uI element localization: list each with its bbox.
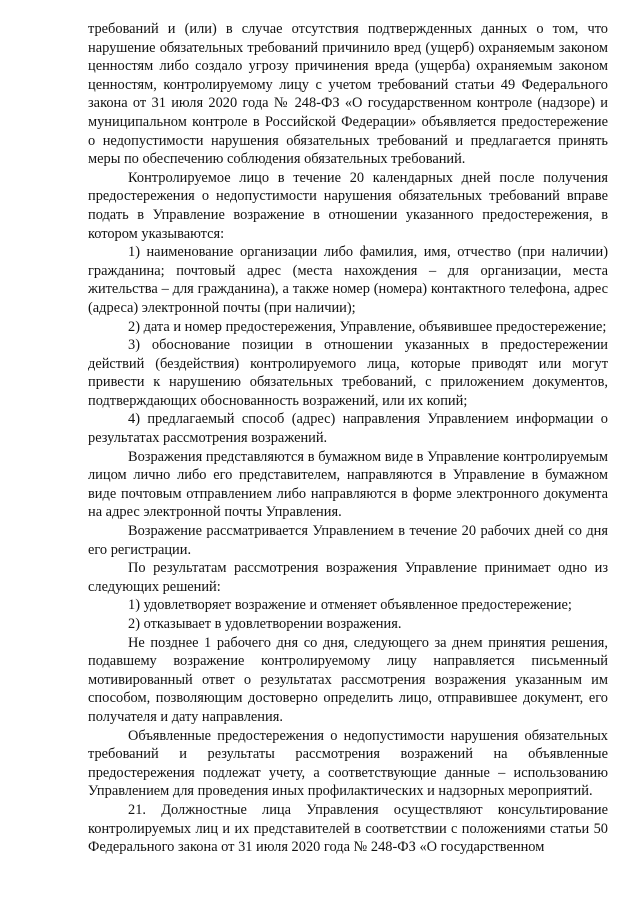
list-item-1-name: 1) наименование организации либо фамилия, имя, отчество (при наличии) гражданина; почтовый адрес (места нахождения – для организации, места жительства – для гражданина), а также номер (номера) контактного телефона, адрес (адреса) электронной почты (при наличии); [88,244,608,316]
decision-item-2: 2) отказывает в удовлетворении возражения. [128,616,402,632]
paragraph-accounting: Объявленные предостережения о недопустимости нарушения обязательных требований и результаты рассмотрения возражений на объявленные предостережения подлежат учету, а соответствующие данные – использованию Управлением для проведения иных профилактических и надзорных мероприятий. [88,727,608,800]
decision-item-1: 1) удовлетворяет возражение и отменяет объявленное предостережение; [128,597,572,614]
paragraph-continuation: требований и (или) в случае отсутствия подтвержденных данных о том, что нарушение обязательных требований причинило вред (ущерб) охраняемым законом ценностям либо создало угрозу причинения вреда (ущерба) охраняемым законом ценностям, контролируемому лицу с учетом требований статьи 49 Федерального закона от 31 июля 2020 года № 248-ФЗ «О государственном контроле (надзоре) и муниципальном контроле в Российской Федерации» объявляется предостережение о недопустимости нарушения обязательных требований и предлагается принять меры по обеспечению соблюдения обязательных требований. [88,21,608,168]
paragraph-review-period: Возражение рассматривается Управлением в течение 20 рабочих дней со дня его регистрации. [88,523,608,558]
paragraph-decisions: По результатам рассмотрения возражения Управление принимает одно из следующих решений: [88,560,608,595]
paragraph-submission: Возражения представляются в бумажном виде в Управление контролируемым лицом лично либо его представителем, направляются в Управление в бумажном виде почтовым отправлением либо направляются в форме электронного документа на адрес электронной почты Управления. [88,448,608,521]
paragraph-objection-right: Контролируемое лицо в течение 20 календарных дней после получения предостережения о недопустимости нарушения обязательных требований вправе подать в Управление возражение в отношении указанного предостережения, в котором указываются: [88,169,608,242]
paragraph-response: Не позднее 1 рабочего дня со дня, следующего за днем принятия решения, подавшему возражение контролируемому лицу направляется письменный мотивированный ответ о результатах рассмотрения возражения указанным им способом, позволяющим достоверно определить лицо, отправившее документ, его получателя и дату направления. [88,634,608,725]
document-page [88,20,608,857]
list-item-3-justification: 3) обоснование позиции в отношении указанных в предостережении действий (бездействия) контролируемого лица, которые приводят или могут привести к нарушению обязательных требований, с приложением документов, подтверждающих обоснованность возражений, или их копий; [88,337,608,409]
list-item-2-date: 2) дата и номер предостережения, Управление, объявившее предостережение; [128,318,607,335]
paragraph-consulting: 21. Должностные лица Управления осуществляют консультирование контролируемых лиц и их представителей в соответствии с положениями статьи 50 Федерального закона от 31 июля 2020 года № 248-ФЗ «О государственном [88,801,608,856]
list-item-4-method: 4) предлагаемый способ (адрес) направления Управлением информации о результатах рассмотрения возражений. [88,411,608,447]
